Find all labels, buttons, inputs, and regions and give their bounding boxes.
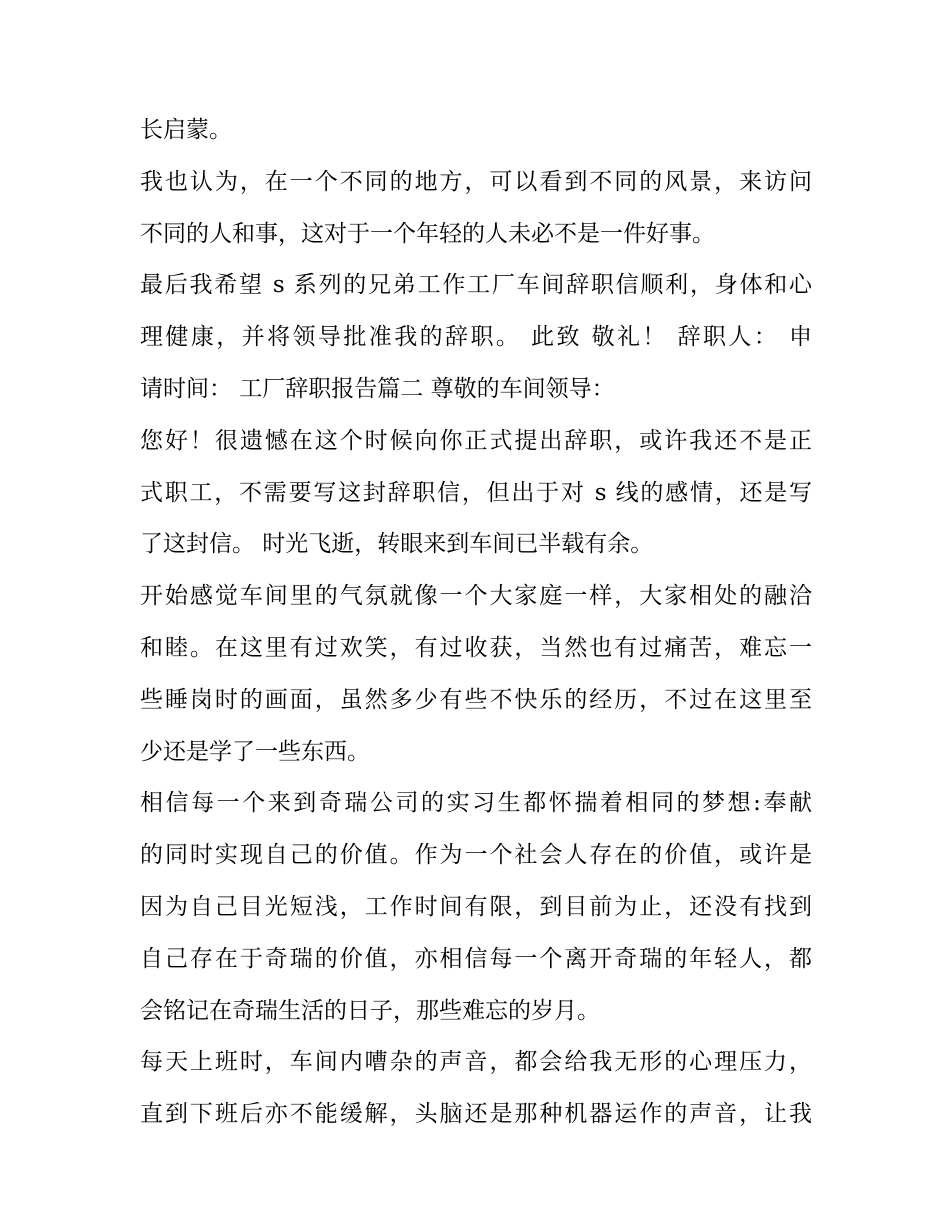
text-line: 每天上班时，车间内嘈杂的声音，都会给我无形的心理压力， <box>140 1049 812 1076</box>
text-line: 长启蒙。 <box>140 117 232 143</box>
text-line: 开始感觉车间里的气氛就像一个大家庭一样，大家相处的融洽 <box>140 583 812 610</box>
text-line: 了这封信。 时光飞逝，转眼来到车间已半载有余。 <box>140 531 654 558</box>
text-line: 会铭记在奇瑞生活的日子，那些难忘的岁月。 <box>140 997 600 1024</box>
text-line: 请时间： 工厂辞职报告篇二 尊敬的车间领导： <box>140 375 615 402</box>
text-line: 不同的人和事，这对于一个年轻的人未必不是一件好事。 <box>140 220 715 247</box>
document-body <box>140 108 812 1144</box>
text-line: 您好！很遗憾在这个时候向你正式提出辞职，或许我还不是正 <box>140 427 812 454</box>
text-line: 理健康，并将领导批准我的辞职。 此致 敬礼！ 辞职人： 申 <box>140 324 812 351</box>
text-line: 和睦。在这里有过欢笑，有过收获，当然也有过痛苦，难忘一 <box>140 634 812 661</box>
text-line: 的同时实现自己的价值。作为一个社会人存在的价值，或许是 <box>140 842 812 869</box>
text-line: 我也认为，在一个不同的地方，可以看到不同的风景，来访问 <box>140 168 812 195</box>
text-line: 少还是学了一些东西。 <box>140 738 370 765</box>
text-line: 直到下班后亦不能缓解，头脑还是那种机器运作的声音，让我 <box>140 1101 812 1128</box>
text-line: 些睡岗时的画面，虽然多少有些不快乐的经历，不过在这里至 <box>140 686 812 713</box>
text-line: 因为自己目光短浅，工作时间有限，到目前为止，还没有找到 <box>140 893 812 920</box>
text-line: 式职工，不需要写这封辞职信，但出于对 s 线的感情，还是写 <box>140 479 812 506</box>
text-line: 最后我希望 s 系列的兄弟工作工厂车间辞职信顺利，身体和心 <box>140 272 812 299</box>
text-line: 自己存在于奇瑞的价值，亦相信每一个离开奇瑞的年轻人，都 <box>140 945 812 972</box>
text-line: 相信每一个来到奇瑞公司的实习生都怀揣着相同的梦想:奉献 <box>140 790 812 817</box>
